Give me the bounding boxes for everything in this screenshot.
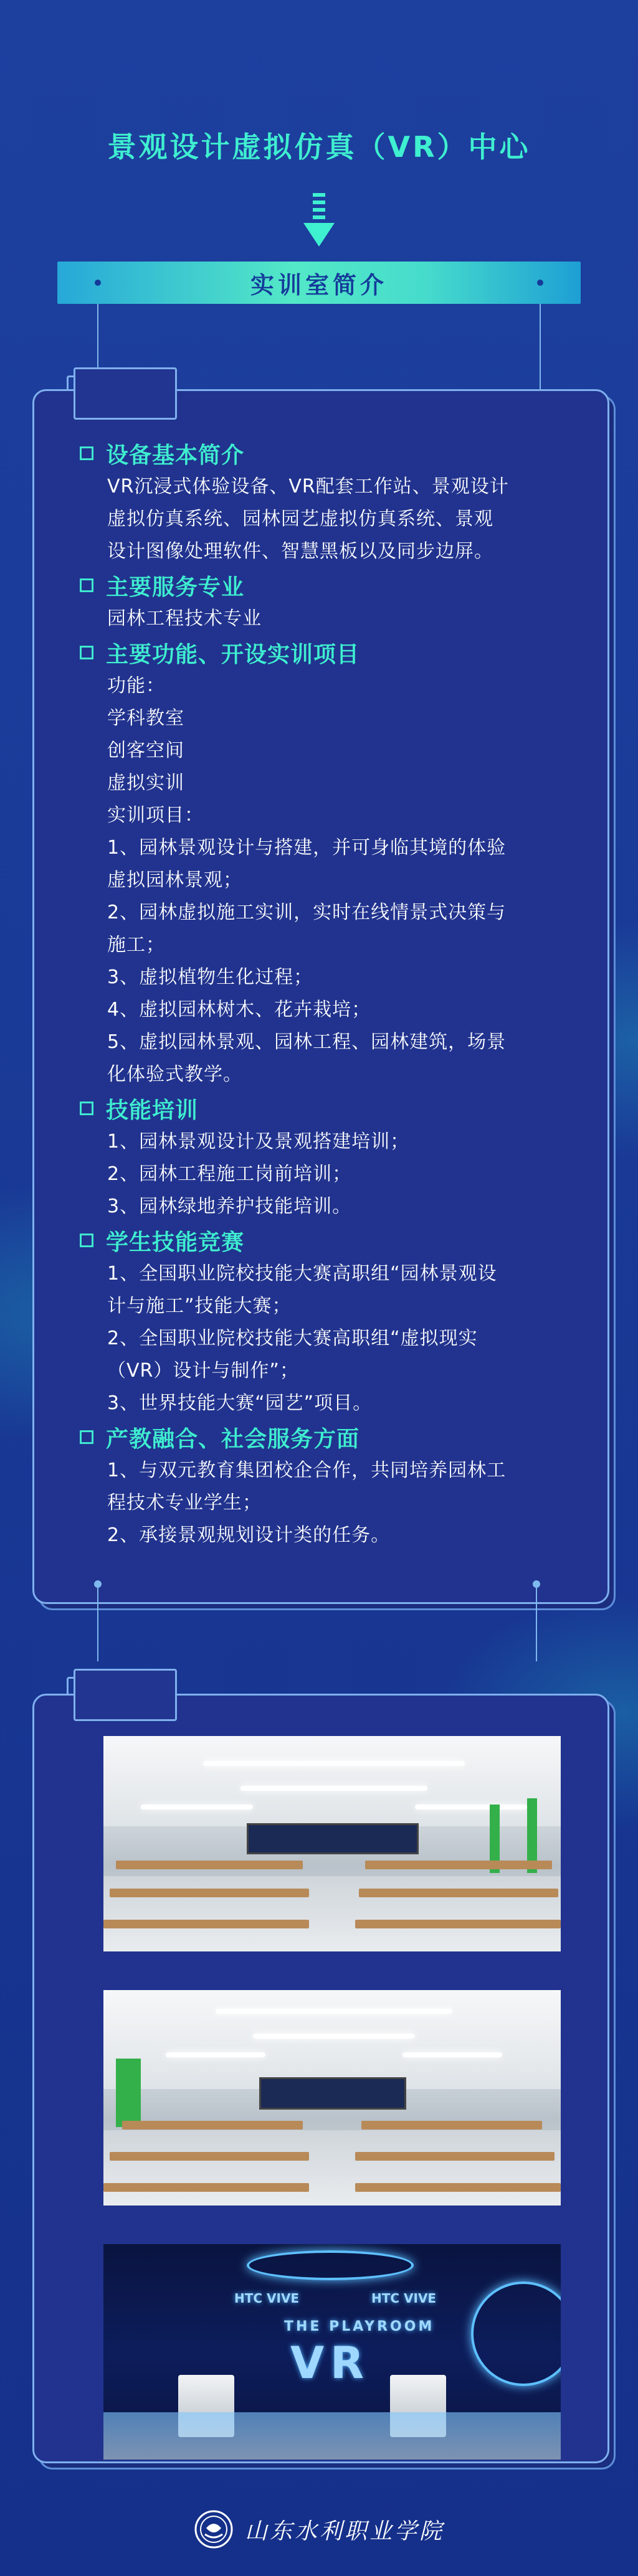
wall-panel: [116, 2059, 141, 2127]
floor: [103, 2130, 561, 2206]
checkbox-icon: [80, 1234, 93, 1247]
section-line: VR沉浸式体验设备、VR配套工作站、景观设计: [107, 476, 509, 498]
section-line: 施工；: [107, 934, 165, 956]
section-heading: [80, 1420, 566, 1455]
section-line: 实训项目：: [107, 804, 204, 826]
ceiling-light: [240, 1786, 427, 1791]
school-name: 山东水利职业学院: [244, 2518, 444, 2544]
display-screen: [247, 1823, 419, 1854]
section-line: 设计图像处理软件、智慧黑板以及同步边屏。: [107, 540, 493, 562]
vr-banner-text: THE PLAYROOM: [284, 2319, 435, 2334]
floor: [103, 1876, 561, 1951]
desk-row: [103, 2183, 309, 2192]
checkbox-icon: [80, 578, 93, 592]
section-line: （VR）设计与制作”；: [107, 1360, 299, 1382]
section-line: 虚拟园林景观；: [107, 869, 242, 891]
floor: [103, 2412, 561, 2460]
section-line: 学科教室: [107, 707, 184, 729]
vr-room-photo: [103, 2244, 561, 2460]
desk-row: [365, 1861, 552, 1869]
ceiling-light: [141, 1805, 253, 1809]
section-banner: [57, 262, 581, 304]
display-screen: [259, 2077, 406, 2110]
classroom-photo-1: [103, 1736, 561, 1951]
desk-row: [355, 2152, 555, 2161]
desk-row: [359, 1889, 558, 1897]
desk-row: [355, 1920, 561, 1928]
vr-ring-decoration: [471, 2281, 561, 2386]
vr-sign-left: HTC VIVE: [234, 2291, 300, 2306]
section-line: 虚拟仿真系统、园林园艺虚拟仿真系统、景观: [107, 508, 493, 530]
desk-row: [116, 1861, 303, 1869]
section-line: 1、园林景观设计及景观搭建培训；: [107, 1131, 410, 1153]
section-line: 园林工程技术专业: [107, 608, 262, 630]
ceiling-light: [166, 2052, 265, 2057]
checkbox-icon: [80, 1430, 93, 1444]
section-heading: [80, 568, 566, 603]
desk-row: [361, 2121, 542, 2130]
checkbox-icon: [80, 646, 93, 659]
section-line: 化体验式教学。: [107, 1064, 242, 1085]
footer: [0, 2509, 638, 2549]
connector-line: [536, 1587, 537, 1661]
section-line: 1、与双元教育集团校企合作，共同培养园林工: [107, 1460, 507, 1481]
school-emblem-icon: [194, 2509, 234, 2549]
vr-big-text: VR: [290, 2338, 371, 2389]
ceiling-light: [253, 2034, 415, 2039]
connector-line: [540, 304, 541, 397]
section-line: 程技术专业学生；: [107, 1492, 262, 1514]
section-line: 3、虚拟植物生化过程；: [107, 966, 313, 988]
section-heading: [80, 1223, 566, 1258]
ceiling-light: [402, 2052, 502, 2057]
section-competitions: [80, 1223, 566, 1420]
checkbox-icon: [80, 446, 93, 460]
section-line: 3、世界技能大赛“园艺”项目。: [107, 1392, 373, 1414]
section-title: 主要服务专业: [106, 574, 245, 600]
classroom-photo-2: [103, 1990, 561, 2206]
section-equipment: [80, 436, 566, 568]
ceiling-ring-light: [247, 2250, 414, 2280]
section-line: 2、承接景观规划设计类的任务。: [107, 1524, 391, 1546]
down-arrow-icon: [303, 193, 335, 249]
section-title: 主要功能、开设实训项目: [106, 641, 360, 668]
panel-tab: [74, 367, 177, 420]
section-title: 设备基本简介: [106, 442, 245, 468]
section-title: 产教融合、社会服务方面: [106, 1426, 360, 1452]
section-line: 2、园林虚拟施工实训，实时在线情景式决策与: [107, 902, 507, 923]
section-line: 1、园林景观设计与搭建，并可身临其境的体验: [107, 837, 507, 859]
section-heading: [80, 635, 566, 670]
section-line: 3、园林绿地养护技能培训。: [107, 1196, 352, 1217]
desk-row: [110, 2152, 309, 2161]
ceiling-light: [415, 1805, 527, 1809]
desk-row: [110, 1889, 309, 1897]
section-title: 技能培训: [106, 1097, 199, 1123]
banner-label: 实训室简介: [250, 271, 388, 299]
section-heading: [80, 1091, 566, 1126]
page-title: 景观设计虚拟仿真（VR）中心: [107, 130, 531, 164]
section-title: 学生技能竞赛: [106, 1229, 245, 1255]
section-line: 4、虚拟园林树木、花卉栽培；: [107, 999, 371, 1021]
vr-sign-right: HTC VIVE: [371, 2291, 437, 2306]
checkbox-icon: [80, 1102, 93, 1115]
desk-row: [355, 2183, 561, 2192]
section-line: 计与施工”技能大赛；: [107, 1295, 292, 1317]
desk-row: [103, 1920, 309, 1928]
section-majors: [80, 568, 566, 635]
section-functions: [80, 635, 566, 1091]
ceiling: [103, 1990, 561, 2089]
ceiling-light: [203, 1761, 465, 1766]
section-line: 5、虚拟园林景观、园林工程、园林建筑，场景: [107, 1031, 507, 1053]
section-line: 1、全国职业院校技能大赛高职组“园林景观设: [107, 1263, 497, 1285]
section-line: 创客空间: [107, 740, 184, 762]
section-training: [80, 1091, 566, 1223]
section-heading: [80, 436, 566, 471]
section-industry: [80, 1420, 566, 1552]
connector-line: [97, 1587, 98, 1661]
ceiling-light: [216, 2009, 452, 2014]
intro-content: [80, 436, 566, 1552]
desk-row: [122, 2121, 303, 2130]
panel-tab: [74, 1669, 177, 1721]
section-line: 2、园林工程施工岗前培训；: [107, 1163, 352, 1185]
section-line: 虚拟实训: [107, 772, 184, 794]
section-line: 功能：: [107, 675, 165, 697]
section-line: 2、全国职业院校技能大赛高职组“虚拟现实: [107, 1328, 478, 1349]
